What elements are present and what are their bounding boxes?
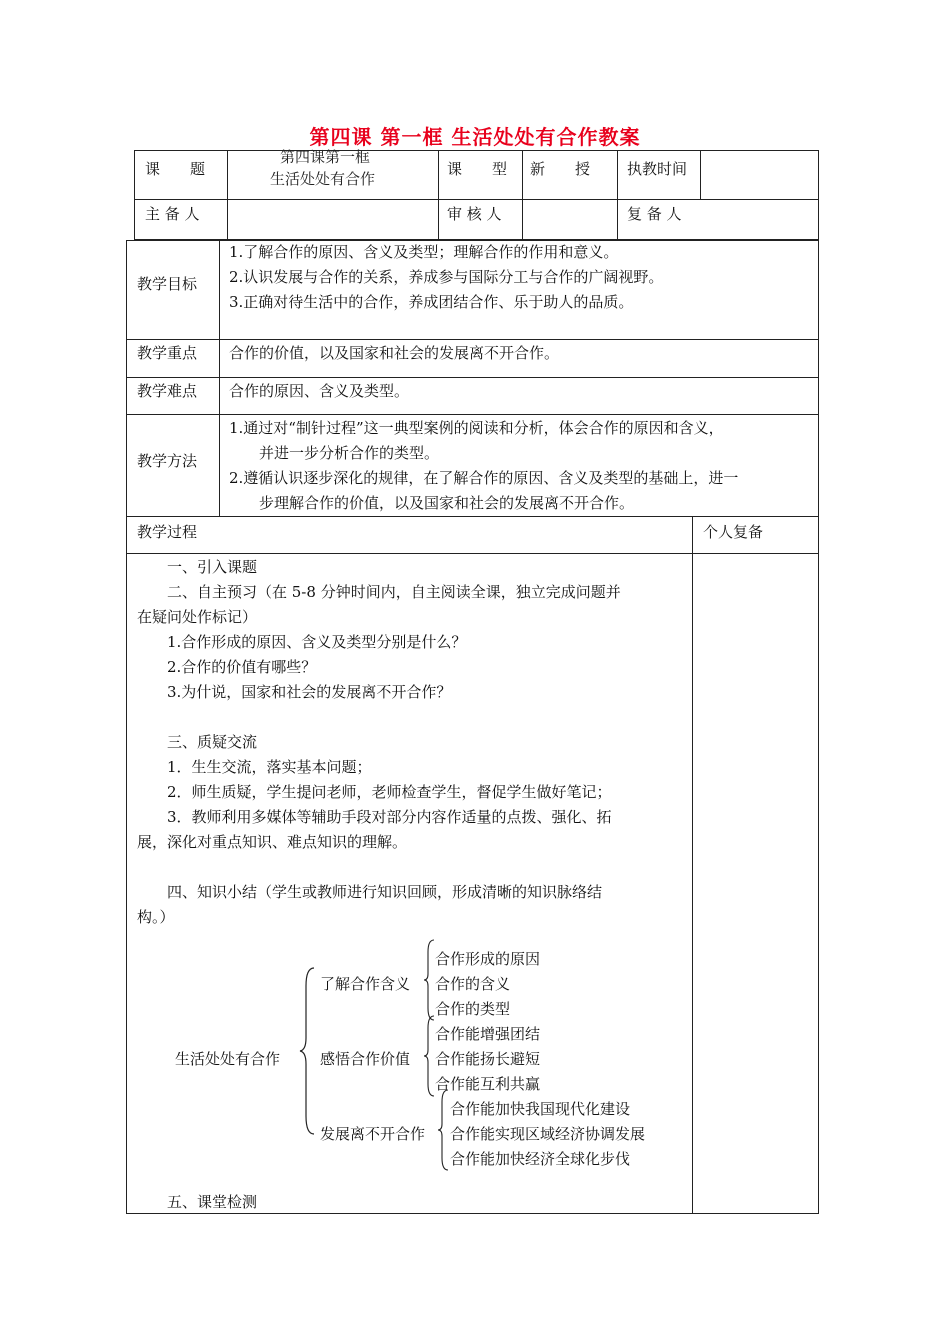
leaf: 合作形成的原因 [435, 950, 541, 968]
branch-value: 感悟合作价值 [320, 1050, 411, 1068]
type-value: 新 授 [530, 160, 591, 178]
key-points-label: 教学重点 [137, 344, 198, 362]
method-line: 步理解合作的价值，以及国家和社会的发展离不开合作。 [259, 494, 635, 512]
process-label: 教学过程 [137, 523, 198, 541]
goals-content [229, 240, 663, 315]
document-title: 第四课 第一框 生活处处有合作教案 [309, 125, 641, 149]
type-label: 课 型 [447, 160, 508, 178]
step-line: 一、引入课题 [167, 558, 258, 576]
step-line: 1.合作形成的原因、含义及类型分别是什么？ [167, 633, 467, 651]
method-line: 并进一步分析合作的类型。 [259, 444, 440, 462]
root-brace [300, 966, 320, 1136]
leaf: 合作的含义 [435, 975, 511, 993]
topic-label: 课 题 [145, 160, 206, 178]
methods-label: 教学方法 [137, 452, 198, 470]
leaf: 合作能增强团结 [435, 1025, 541, 1043]
goal-line: 2.认识发展与合作的关系，养成参与国际分工与合作的广阔视野。 [229, 268, 664, 286]
mindmap-root: 生活处处有合作 [175, 1050, 281, 1068]
co-preparer-label: 复 备 人 [627, 205, 682, 223]
process-steps [137, 555, 621, 930]
step-line [137, 705, 621, 730]
leaf: 合作能实现区域经济协调发展 [450, 1125, 646, 1143]
branch-development: 发展离不开合作 [320, 1125, 426, 1143]
step-line: 四、知识小结（学生或教师进行知识回顾，形成清晰的知识脉络结 [167, 883, 603, 901]
leaf: 合作的类型 [435, 1000, 511, 1018]
step-line: 3.为什说，国家和社会的发展离不开合作？ [167, 683, 452, 701]
goal-line: 1.了解合作的原因、含义及类型；理解合作的作用和意义。 [229, 243, 619, 261]
preparer-label: 主 备 人 [145, 205, 200, 223]
step-line: 3．教师利用多媒体等辅助手段对部分内容作适量的点拨、强化、拓 [167, 808, 612, 826]
leaf: 合作能加快我国现代化建设 [450, 1100, 631, 1118]
difficulties-label: 教学难点 [137, 382, 198, 400]
topic-value-line2: 生活处处有合作 [270, 170, 376, 188]
leaf: 合作能加快经济全球化步伐 [450, 1150, 631, 1168]
step-line: 三、质疑交流 [167, 733, 258, 751]
reviewer-label: 审 核 人 [447, 205, 502, 223]
final-step: 五、课堂检测 [167, 1193, 258, 1211]
method-line: 1.通过对“制针过程”这一典型案例的阅读和分析，体会合作的原因和含义， [229, 419, 724, 437]
step-line: 展，深化对重点知识、难点知识的理解。 [137, 833, 408, 851]
step-line: 1．生生交流，落实基本问题； [167, 758, 372, 776]
topic-value [270, 146, 375, 190]
step-line: 构。） [137, 908, 175, 926]
method-line: 2.遵循认识逐步深化的规律，在了解合作的原因、含义及类型的基础上，进一 [229, 469, 739, 487]
branch-understand: 了解合作含义 [320, 975, 411, 993]
step-line: 二、自主预习（在 5-8 分钟时间内，自主阅读全课，独立完成问题并 [167, 583, 621, 601]
step-line: 在疑问处作标记） [137, 608, 258, 626]
exec-time-label: 执教时间 [627, 160, 688, 178]
leaf: 合作能互利共赢 [435, 1075, 541, 1093]
step-line: 2.合作的价值有哪些？ [167, 658, 317, 676]
step-line [137, 855, 621, 880]
goals-label: 教学目标 [137, 275, 198, 293]
topic-value-line1: 第四课第一框 [280, 148, 371, 166]
methods-content [229, 416, 738, 516]
step-line: 2．师生质疑，学生提问老师，老师检查学生，督促学生做好笔记； [167, 783, 612, 801]
key-points-text: 合作的价值，以及国家和社会的发展离不开合作。 [229, 344, 560, 362]
goal-line: 3.正确对待生活中的合作，养成团结合作、乐于助人的品质。 [229, 293, 634, 311]
personal-label: 个人复备 [703, 523, 764, 541]
difficulties-text: 合作的原因、含义及类型。 [229, 382, 410, 400]
leaf: 合作能扬长避短 [435, 1050, 541, 1068]
